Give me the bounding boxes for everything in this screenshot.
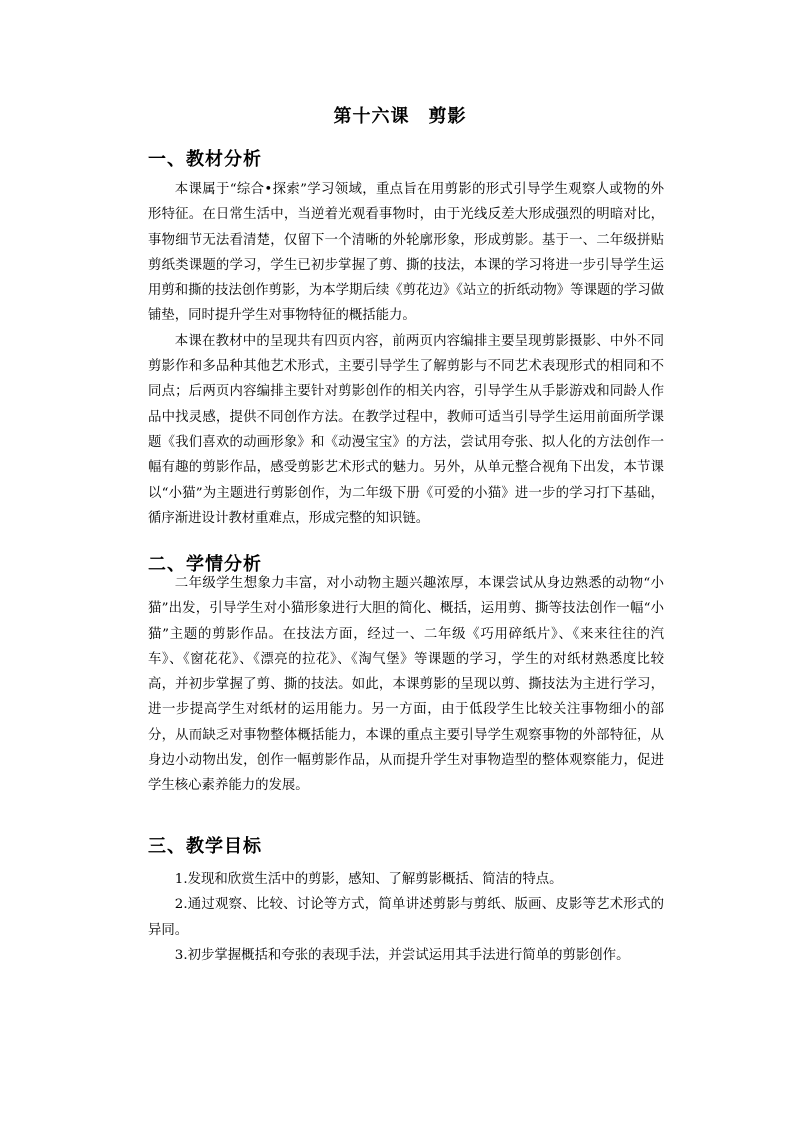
- section-student-analysis-body: [148, 571, 664, 799]
- goal-item: 2.通过观察、比较、讨论等方式，简单讲述剪影与剪纸、版画、皮影等艺术形式的异同。: [148, 897, 664, 938]
- paragraph: 二年级学生想象力丰富，对小动物主题兴趣浓厚，本课尝试从身边熟悉的动物“小猫”出发，引导学生对小猫形象进行大胆的简化、概括，运用剪、撕等技法创作一幅“小猫”主题的剪影作品。在技法方面，经过一、二年级《巧用碎纸片》、《来来往往的汽车》、《窗花花》、《漂亮的拉花》、《淘气堡》等课题的学习，学生的对纸材熟悉度比较高，并初步掌握了剪、撕的技法。如此，本课剪影的呈现以剪、撕技法为主进行学习，进一步提高学生对纸材的运用能力。另一方面，由于低段学生比较关注事物细小的部分，从而缺乏对事物整体概括能力，本课的重点主要引导学生观察事物的外部特征，从身边小动物出发，创作一幅剪影作品，从而提升学生对事物造型的整体观察能力，促进学生核心素养能力的发展。: [148, 576, 664, 794]
- section-textbook-analysis-body: [148, 177, 664, 531]
- section-heading-textbook-analysis: 一、教材分析: [148, 149, 262, 170]
- section-heading-student-analysis: 二、学情分析: [148, 554, 262, 575]
- section-heading-teaching-goals: 三、教学目标: [148, 836, 262, 857]
- goal-item: 3.初步掌握概括和夸张的表现手法，并尝试运用其手法进行简单的剪影创作。: [174, 947, 630, 963]
- goal-item: 1.发现和欣赏生活中的剪影，感知、了解剪影概括、简洁的特点。: [174, 872, 563, 887]
- paragraph: 本课属于“综合•探索”学习领域，重点旨在用剪影的形式引导学生观察人或物的外形特征。在日常生活中，当逆着光观看事物时，由于光线反差大形成强烈的明暗对比，事物细节无法看清楚，仅留下一个清晰的外轮廓形象，形成剪影。基于一、二年级拼贴剪纸类课题的学习，学生已初步掌握了剪、撕的技法，本课的学习将进一步引导学生运用剪和撕的技法创作剪影，为本学期后续《剪花边》《站立的折纸动物》等课题的学习做铺垫，同时提升学生对事物特征的概括能力。: [148, 182, 664, 324]
- section-teaching-goals-body: [148, 867, 664, 968]
- lesson-title: 第十六课 剪影: [333, 106, 467, 127]
- paragraph: 本课在教材中的呈现共有四页内容，前两页内容编排主要呈现剪影摄影、中外不同剪影作和多品种其他艺术形式，主要引导学生了解剪影与不同艺术表现形式的相同和不同点；后两页内容编排主要针对剪影创作的相关内容，引导学生从手影游戏和同龄人作品中找灵感，提供不同创作方法。在教学过程中，教师可适当引导学生运用前面所学课题《我们喜欢的动画形象》和《动漫宝宝》的方法，尝试用夸张、拟人化的方法创作一幅有趣的剪影作品，感受剪影艺术形式的魅力。另外，从单元整合视角下出发，本节课以“小猫”为主题进行剪影创作，为二年级下册《可爱的小猫》进一步的学习打下基础，循序渐进设计教材重难点，形成完整的知识链。: [148, 333, 664, 526]
